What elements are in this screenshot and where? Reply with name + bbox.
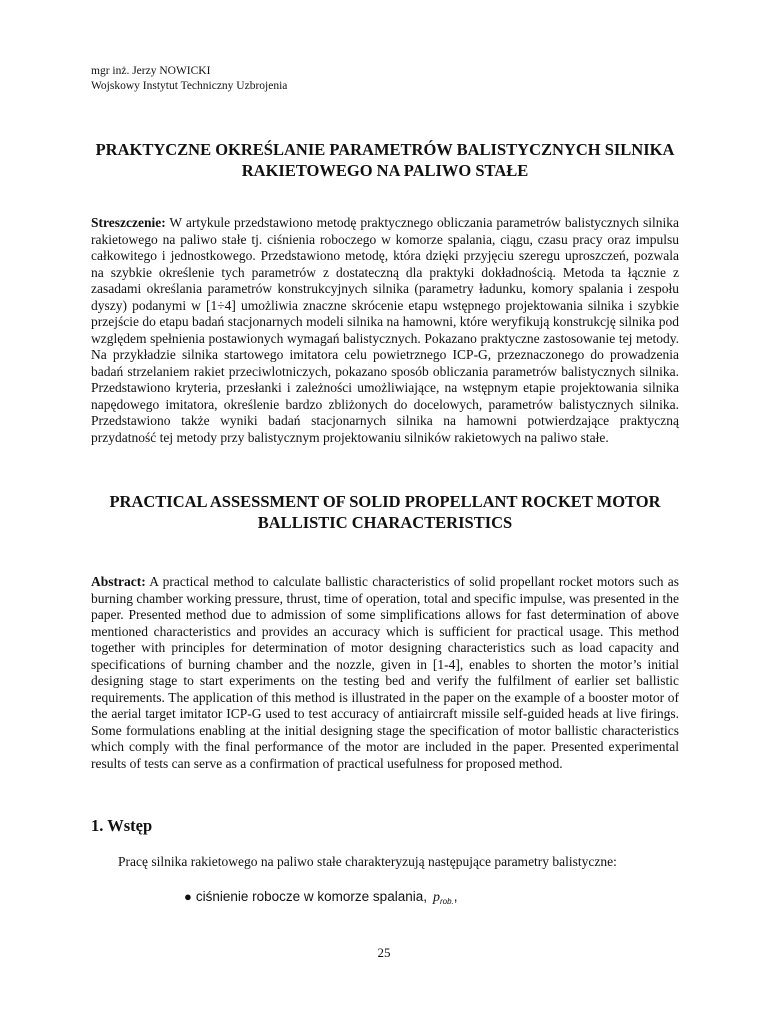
list-item-trail: ,	[453, 889, 458, 904]
abstract-english-label: Abstract:	[91, 574, 146, 589]
section-intro-paragraph: Pracę silnika rakietowego na paliwo stałe charakteryzują następujące parametry balistyczne:	[118, 854, 617, 869]
abstract-english-text: A practical method to calculate ballistic characteristics of solid propellant rocket motors such as burning chamber working pressure, thrust, time of operation, total and specific impulse, was presented in the paper. Presented method due to admission of some simplifications allows for fast determination of above mentioned characteristics and provides an accuracy which is sufficient for practical usage. This method together with principles for determination of motor designing characteristics such as load capacity and specifications of burning chamber and the nozzle, given in [1-4], enables to shorten the motor’s initial designing stage to start experiments on the testing bed and verify the fulfilment of earlier set ballistic requirements. The application of this method is illustrated in the paper on the example of a booster motor of the aerial target imitator ICP-G used to test accuracy of antiaircraft missile self-guided heads at live firings. Some formulations enabling at the initial designing stage the specification of motor ballistic characteristics which comply with the final performance of the motor are included in the paper. Presented experimental results of tests can serve as a confirmation of practical usefulness for proposed method.	[91, 574, 679, 771]
title-english: PRACTICAL ASSESSMENT OF SOLID PROPELLANT ROCKET MOTOR BALLISTIC CHARACTERISTICS	[109, 492, 661, 532]
abstract-polish	[91, 215, 679, 446]
list-item	[184, 888, 458, 910]
abstract-english	[91, 574, 679, 772]
author-name: mgr inż. Jerzy NOWICKI	[91, 65, 211, 77]
abstract-polish-label: Streszczenie:	[91, 215, 166, 230]
abstract-polish-text: W artykule przedstawiono metodę praktycznego obliczania parametrów balistycznych silnika rakietowego na paliwo stałe tj. ciśnienia roboczego w komorze spalania, ciągu, czasu pracy oraz impulsu całkowitego i jednostkowego. Przedstawiono metodę, która dzięki przyjęciu szeregu uproszczeń, pozwala na szybkie określenie tych parametrów z dostateczną dla praktyki dokładnością. Metoda ta łącznie z zasadami określania parametrów konstrukcyjnych silnika (parametry ładunku, komory spalania i zespołu dyszy) podanymi w [1÷4] umożliwia znaczne skrócenie etapu wstępnego projektowania silnika i szybkie przejście do etapu badań stacjonarnych modeli silnika na hamowni, które weryfikują konstrukcję silnika pod względem spełnienia postawionych wymagań balistycznych. Pokazano praktyczne zastosowanie tej metody. Na przykładzie silnika startowego imitatora celu powietrznego ICP-G, przeznaczonego do prowadzenia badań strzelaniem rakiet przeciwlotniczych, pokazano sposób obliczania parametrów balistycznych silnika. Przedstawiono kryteria, przesłanki i zależności umożliwiające, na wstępnym etapie projektowania silnika napędowego imitatora, określenie bardzo zbliżonych do docelowych, parametrów balistycznych silnika. Przedstawiono także wyniki badań stacjonarnych silnika na hamowni potwierdzające praktyczną przydatność tej metody przy balistycznym projektowaniu silników rakietowych na paliwo stałe.	[91, 215, 679, 445]
pressure-subscript: rob.	[439, 897, 454, 906]
list-item-text: ciśnienie robocze w komorze spalania,	[195, 889, 427, 904]
section-heading: 1. Wstęp	[91, 816, 153, 835]
page-number: 25	[377, 945, 391, 960]
pressure-symbol: p	[432, 890, 440, 905]
author-block	[91, 64, 287, 94]
bullet-icon: ●	[184, 889, 192, 904]
author-affiliation: Wojskowy Instytut Techniczny Uzbrojenia	[91, 80, 288, 92]
title-polish: PRAKTYCZNE OKREŚLANIE PARAMETRÓW BALISTYCZNYCH SILNIKA RAKIETOWEGO NA PALIWO STAŁE	[95, 140, 675, 180]
